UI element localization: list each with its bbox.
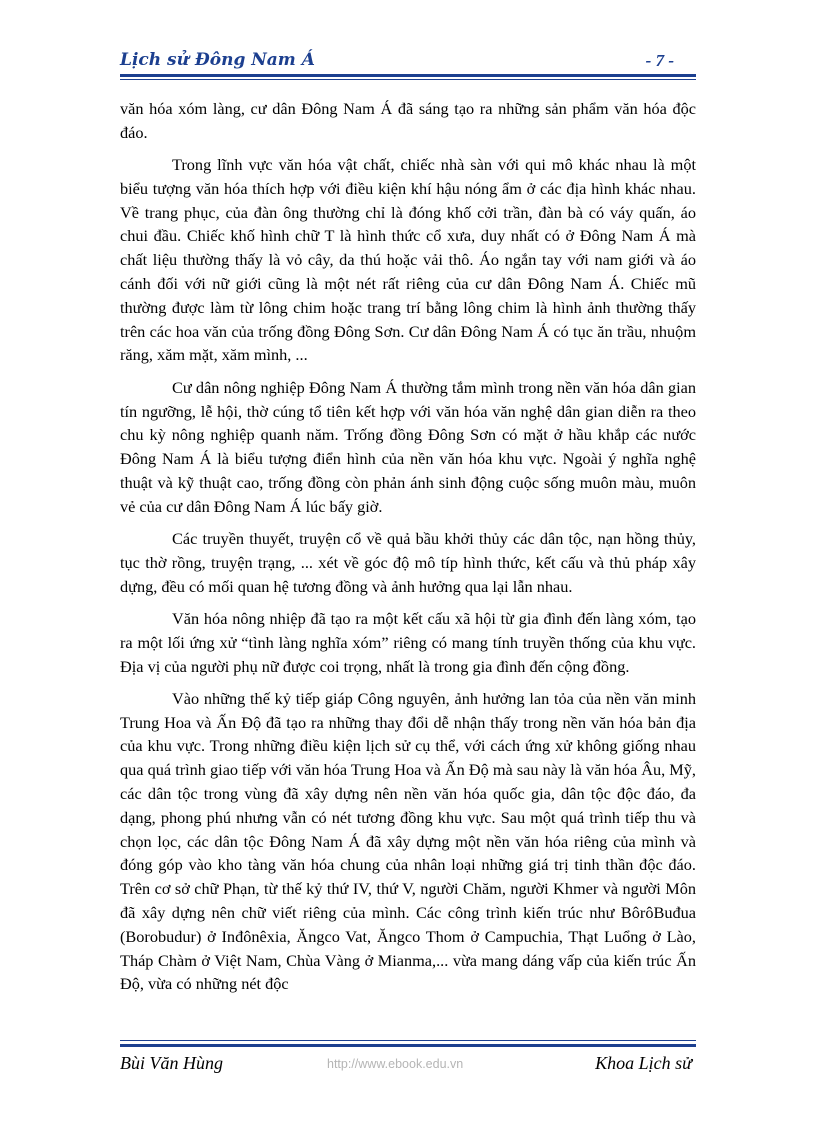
footer-url[interactable]: http://www.ebook.edu.vn [327, 1057, 464, 1071]
paragraph-legends: Các truyền thuyết, truyện cổ về quả bầu khởi thủy các dân tộc, nạn hồng thủy, tục thờ rồng, truyện trạng, ... xét về góc độ mô típ hình thức, kết cấu và thủ pháp xây dựng, đều có mối quan hệ tương đồng và ảnh hưởng qua lại lẫn nhau. [120, 529, 696, 596]
paragraph-folk-culture: Cư dân nông nghiệp Đông Nam Á thường tắm mình trong nền văn hóa dân gian tín ngưỡng, lễ hội, thờ cúng tổ tiên kết hợp với văn hóa văn nghệ dân gian diễn ra theo chu kỳ nông nghiệp quanh năm. Trống đồng Đông Sơn có mặt ở hầu khắp các nước Đông Nam Á là biểu tượng điển hình của nền văn hóa khu vực. Ngoài ý nghĩa nghệ thuật và kỹ thuật cao, trống đồng còn phản ánh sinh động cuộc sống muôn màu, muôn vẻ của cư dân Đông Nam Á lúc bấy giờ. [120, 377, 696, 516]
paragraph-continuation: văn hóa xóm làng, cư dân Đông Nam Á đã sáng tạo ra những sản phẩm văn hóa độc đáo. [120, 99, 696, 142]
header-rule-thick [120, 74, 696, 77]
paragraph-foreign-influence: Vào những thế kỷ tiếp giáp Công nguyên, ảnh hưởng lan tỏa của nền văn minh Trung Hoa và Ấn Độ đã tạo ra những thay đổi dễ nhận thấy trong nền văn hóa bản địa của khu vực. Trong những điều kiện lịch sử cụ thể, với cách ứng xử không giống nhau qua quá trình giao tiếp với văn hóa Trung Hoa và Ấn Độ mà sau này là văn hóa Âu, Mỹ, các dân tộc trong vùng đã xây dựng nên nền văn hóa quốc gia, dân tộc độc đáo, đa dạng, phong phú nhưng vẫn có nét tương đồng khu vực. Sau một quá trình tiếp thu và chọn lọc, các dân tộc Đông Nam Á đã xây dựng một nền văn hóa riêng của mình và đóng góp vào kho tàng văn hóa chung của nhân loại những giá trị tinh thần độc đáo. Trên cơ sở chữ Phạn, từ thế kỷ thứ IV, thứ V, người Chăm, người Khmer và người Môn đã xây dựng nên chữ viết riêng của mình. Các công trình kiến trúc như BôrôBuđua (Borobudur) ở Inđônêxia, Ăngco Vat, Ăngco Thom ở Campuchia, Thạt Luổng ở Lào, Tháp Chàm ở Việt Nam, Chùa Vàng ở Mianma,... vừa mang dáng vấp của kiến trúc Ấn Độ, vừa có những nét độc [120, 688, 696, 994]
paragraph-material-culture: Trong lĩnh vực văn hóa vật chất, chiếc nhà sàn với qui mô khác nhau là một biểu tượng văn hóa thích hợp với điều kiện khí hậu nóng ẩm ở các địa hình khác nhau. Về trang phục, của đàn ông thường chỉ là đóng khố cởi trần, đàn bà có váy quấn, áo chui đầu. Chiếc khố hình chữ T là hình thức cổ xưa, duy nhất có ở Đông Nam Á mà chất liệu thường thấy là vỏ cây, da thú hoặc vải thô. Áo ngắn tay với nam giới và áo cánh đối với nữ giới cũng là một nét rất riêng của cư dân Đông Nam Á. Chiếc mũ thường được làm từ lông chim hoặc trang trí bằng lông chim là hình ảnh thường thấy trên các hoa văn của trống đồng Đông Sơn. Cư dân Đông Nam Á có tục ăn trầu, nhuộm răng, xăm mặt, xăm mình, ... [120, 155, 696, 365]
header-title: Lịch sử Đông Nam Á [120, 50, 315, 70]
footer-rule-thick [120, 1044, 696, 1047]
header-rule-thin [120, 79, 696, 80]
footer-department: Khoa Lịch sử [595, 1053, 692, 1073]
footer-author: Bùi Văn Hùng [120, 1053, 223, 1073]
page-number: - 7 - [645, 51, 674, 70]
footer-rule-thin [120, 1040, 696, 1041]
paragraph-social-structure: Văn hóa nông nhiệp đã tạo ra một kết cấu xã hội từ gia đình đến làng xóm, tạo ra một lối ứng xử “tình làng nghĩa xóm” riêng có mang tính truyền thống của khu vực. Địa vị của người phụ nữ được coi trọng, nhất là trong gia đình đến cộng đồng. [120, 608, 696, 676]
body-text [120, 97, 696, 1005]
